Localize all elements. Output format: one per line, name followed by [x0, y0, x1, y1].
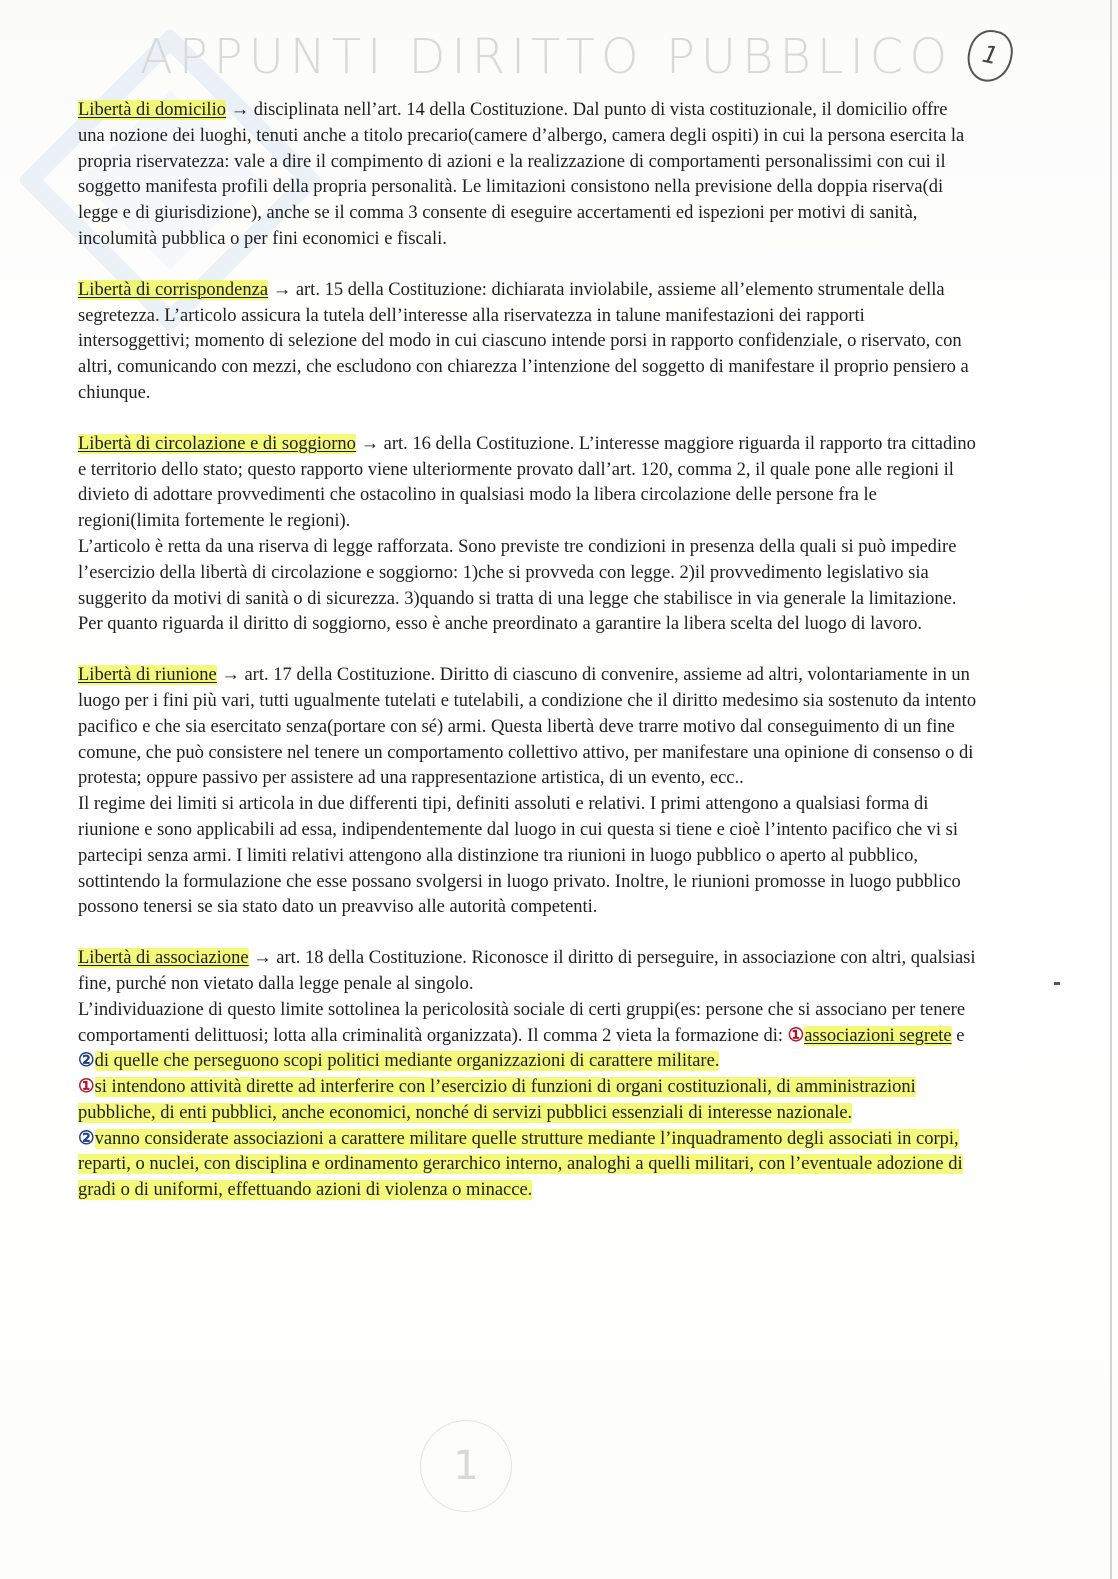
paragraph-text: L’individuazione di questo limite sottolinea la pericolosità sociale di certi gruppi(es: persone che si associano per tenere comportamenti delittuosi; lotta alla criminalità organizzata). Il comma 2 vieta la formazione di: — [78, 999, 966, 1046]
paragraph — [78, 278, 978, 407]
arrow-glyph: → — [230, 100, 250, 120]
underlined-term: associazioni segrete — [804, 1025, 952, 1046]
section-heading: Libertà di domicilio — [78, 100, 226, 120]
section-heading: Libertà di riunione — [78, 665, 217, 686]
section-domicilio — [78, 98, 978, 253]
section-circolazione — [78, 432, 978, 638]
paragraph-text: art. 15 della Costituzione: dichiarata inviolabile, assieme all’elemento strumentale della segretezza. L’articolo assicura la tutela dell’interesse alla riservatezza in talune manifestazioni dei rapporti intersoggettivi; momento di selezione del modo in cui ciascuno intende porsi in rapporto confidenziale, o riservato, con altri, comunicando con mezzi, che escludono con chiarezza l’intenzione del soggetto di manifestare il proprio pensiero a chiunque. — [78, 279, 969, 403]
section-heading: Libertà di circolazione e di soggiorno — [78, 433, 356, 454]
section-heading: Libertà di associazione — [78, 948, 249, 969]
arrow-glyph: → — [253, 948, 272, 969]
note-text: si intendono attività dirette ad interferire con l’esercizio di funzioni di organi costituzionali, di amministrazioni pubbliche, di enti pubblici, anche economici, nonché di servizi pubblici essenziali di interesse nazionale. — [78, 1077, 916, 1123]
paragraph — [78, 432, 978, 535]
document-body — [78, 98, 978, 1229]
section-riunione — [78, 663, 978, 921]
paragraph — [78, 946, 978, 998]
circled-one-marker: ① — [787, 1025, 805, 1046]
paragraph-text: art. 16 della Costituzione. L’interesse maggiore riguarda il rapporto tra cittadino e territorio dello stato; questo rapporto viene ulteriormente provato dall’art. 120, comma 2, il quale pone alle regioni il divieto di adottare provvedimenti che ostacolino in qualsiasi modo la libera circolazione delle persone fra le regioni(limita fortemente le regioni). — [78, 433, 976, 532]
paragraph — [78, 998, 978, 1075]
paragraph — [78, 535, 978, 612]
circled-two-marker: ② — [78, 1128, 95, 1149]
paragraph-text: Per quanto riguarda il diritto di soggiorno, esso è anche preordinato a garantire la libera scelta del luogo di lavoro. — [78, 614, 923, 635]
paragraph-text: art. 17 della Costituzione. Diritto di ciascuno di convenire, assieme ad altri, volontariamente in un luogo per i fini più vari, tutti ugualmente tutelati e tutelabili, a condizione che il diritto medesimo sia sostenuto da intento pacifico e che sia esercitato senza(portare con sé) armi. Questa libertà deve trarre motivo dal conseguimento di un fine comune, che può consistere nel tenere un comportamento collettivo attivo, per manifestare una opinione di consenso o di protesta; oppure passivo per assistere ad una rappresentazione artistica, di un evento, ecc.. — [78, 665, 977, 789]
paragraph — [78, 612, 978, 638]
arrow-glyph: → — [360, 433, 380, 454]
paragraph — [78, 98, 978, 253]
handwritten-title: APPUNTI DIRITTO PUBBLICO — [140, 29, 954, 85]
margin-dot — [1054, 982, 1060, 985]
section-corrispondenza — [78, 278, 978, 407]
circled-one-marker: ① — [78, 1077, 95, 1098]
paragraph-text: di quelle che perseguono scopi politici mediante organizzazioni di carattere militare. — [94, 1051, 720, 1072]
paragraph-text: disciplinata nell’art. 14 della Costituzione. Dal punto di vista costituzionale, il domicilio offre una nozione dei luoghi, tenuti anche a titolo precario(camere d’albergo, camera degli ospiti) in cui la persona esercita la propria riservatezza: vale a dire il compimento di azioni e la realizzazione di comportamenti personalissimi con cui il soggetto manifesta profili della propria personalità. Le limitazioni consistono nella previsione della doppia riserva(di legge e di giurisdizione), anche se il comma 3 consente di eseguire accertamenti ed ispezioni per motivi di sanità, incolumità pubblica o per fini economici e fiscali. — [78, 100, 965, 249]
section-associazione — [78, 946, 978, 1204]
paragraph — [78, 792, 978, 921]
paragraph — [78, 663, 978, 792]
paragraph-text: art. 18 della Costituzione. Riconosce il diritto di perseguire, in associazione con altri, qualsiasi fine, purché non vietato dalla legge penale al singolo. — [78, 948, 976, 994]
page-number: 1 — [963, 26, 1017, 86]
arrow-glyph: → — [221, 665, 240, 686]
note-one — [78, 1075, 978, 1127]
footer-page-mark: 1 — [420, 1420, 512, 1512]
note-text: vanno considerate associazioni a carattere militare quelle strutture mediante l’inquadramento degli associati in corpi, reparti, o nuclei, con disciplina e ordinamento gerarchico interno, analoghi a quelli militari, con l’eventuale adozione di gradi o di uniformi, effettuando azioni di violenza o minacce. — [78, 1128, 963, 1201]
paragraph-text: e — [951, 1025, 965, 1046]
page-edge — [1110, 0, 1112, 1579]
note-two — [78, 1127, 978, 1204]
circled-two-marker: ② — [78, 1051, 95, 1072]
arrow-glyph: → — [272, 279, 292, 300]
paragraph-text: L’articolo è retta da una riserva di legge rafforzata. Sono previste tre condizioni in presenza della quali si può impedire l’esercizio della libertà di circolazione e soggiorno: 1)che si provveda con legge. 2)il provvedimento legislativo sia suggerito da motivi di sanità o di sicurezza. 3)quando si tratta di una legge che stabilisce in via generale la limitazione. — [78, 536, 957, 609]
paragraph-text: Il regime dei limiti si articola in due differenti tipi, definiti assoluti e relativi. I primi attengono a qualsiasi forma di riunione e sono applicabili ad essa, indipendentemente dal luogo in cui questa si tiene e cioè l’intento pacifico che vi si partecipi senza armi. I limiti relativi attengono alla distinzione tra riunioni in luogo pubblico o aperto al pubblico, sottintendo la formulazione che esse possano svolgersi in luogo privato. Inoltre, le riunioni promosse in luogo pubblico possono tenersi se sia stato dato un preavviso alle autorità competenti. — [78, 794, 961, 918]
section-heading: Libertà di corrispondenza — [78, 279, 269, 300]
